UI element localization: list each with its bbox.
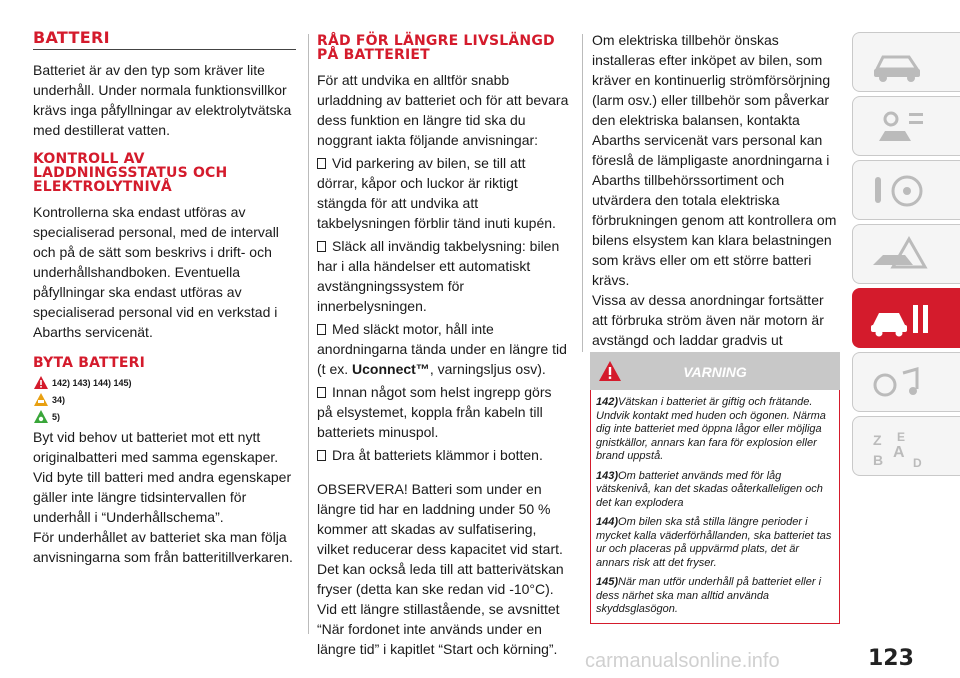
bullet-item: Med släckt motor, håll inte anordningarna tända under en längre tid (t ex. Uconnect™, varningsljus osv). — [317, 321, 567, 377]
warning-title: VARNING — [683, 364, 747, 380]
chapter-tabs — [852, 32, 960, 480]
media-gear-icon — [869, 363, 929, 403]
ref-row-red — [33, 374, 296, 391]
tab-service[interactable] — [852, 288, 960, 348]
page-number: 123 — [868, 646, 914, 671]
byta-text-1: Byt vid behov ut batteriet mot ett nytt originalbatteri med samma egenskaper. Vid byte till batteri med andra egenskaper gäller inte längre tidsintervallen för underhåll i “Underhållschema”. — [33, 429, 292, 525]
svg-text:D: D — [913, 456, 922, 470]
bullet-item: Släck all invändig takbelysning: bilen har i alla händelser ett automatiskt avstängningssystem för innerbelysningen. — [317, 238, 560, 314]
warning-item: 143)Om batteriet används med för låg vätskenivå, kan det skadas oåterkalleligen och det kan explodera — [596, 469, 823, 509]
svg-text:A: A — [893, 444, 905, 461]
bullet-item: Dra åt batteriets klämmor i botten. — [317, 445, 569, 465]
column-1 — [33, 30, 296, 567]
bullet-square-icon — [317, 241, 326, 252]
heading-batteri: BATTERI — [33, 28, 110, 47]
warning-body — [590, 390, 840, 624]
warning-box — [590, 352, 840, 624]
road-hazard-icon — [869, 235, 929, 275]
rad-intro: För att undvika en alltför snabb urladdning av batteriet och för att bevara dess funktion en längre tid ska du noggrant iakta följande anvisningar: — [317, 72, 569, 148]
ref-green-text: 5) — [52, 411, 61, 422]
kontroll-text: Kontrollerna ska endast utföras av specialiserad personal, med de intervall och på de sätt som beskrivs i drift- och underhållshandboken. Eventuella påfyllningar ska endast utföras av specialiserad personal vid en verkstad i Abarths servicenät. — [33, 204, 279, 340]
caution-triangle-icon — [33, 392, 49, 407]
watermark: carmanualsonline.info — [585, 650, 780, 672]
service-wrench-icon — [869, 299, 939, 339]
heading-rad-livslangd: RÅD FÖR LÄNGRE LIVSLÄNGD PÅ BATTERIET — [317, 33, 555, 63]
tillbehor-text: Om elektriska tillbehör önskas installeras efter inköpet av bilen, som kräver en kontinuerlig strömförsörjning (larm osv.) eller tillbehör som påverkar den elektriska balansen, kontakta Abarths servicenät vars personal kan föreslå de lämpligaste anordningarna i Abarths tillbehörssortiment och utvärdera den totala elektriska förbrukningen genom att kontrollera om bilens elsystem kan klara belastningen som krävs eller om ett större batteri krävs. — [592, 32, 837, 288]
observera-text: OBSERVERA! Batteri som under en längre tid har en laddning under 50 % kommer att skadas av sulfatisering, vilket reducerar dess kapacitet vid start. Det kan också leda till att batterivätskan fryser (detta kan ske redan vid -10°C). Vid ett längre stillastående, se avsnittet “När fordonet inte används under en längre tid” i kapitlet “Start och körning”. — [317, 481, 564, 657]
warning-item: 144)Om bilen ska stå stilla längre perioder i mycket kalla väderförhållanden, ska batteriet tas ur och placeras på uppvärmd plats, det är annars risk att det fryser. — [596, 516, 832, 569]
warning-item: 142)Vätskan i batteriet är giftig och frätande. Undvik kontakt med huden och ögonen. Närma dig inte batteriet med öppna lågor eller möjliga gnistkällor, annars kan fara för explosion eller brand uppstå. — [596, 396, 826, 462]
svg-text:Z: Z — [873, 432, 882, 448]
byta-text-2: För underhållet av batteriet ska man följa anvisningarna som från batteritillverkaren. — [33, 529, 293, 565]
alphabetical-index-icon — [869, 427, 939, 471]
warning-lights-icon — [869, 107, 929, 147]
heading-rule — [33, 49, 296, 50]
tab-warning-lights[interactable] — [852, 96, 960, 156]
ref-red-text: 142) 143) 144) 145) — [52, 377, 132, 388]
heading-byta-batteri: BYTA BATTERI — [33, 355, 146, 371]
tab-dashboard[interactable] — [852, 32, 960, 92]
column-divider-1 — [308, 34, 309, 634]
bullet-square-icon — [317, 324, 326, 335]
uconnect-term: Uconnect™ — [352, 361, 430, 377]
danger-triangle-icon — [33, 375, 49, 390]
bullet-square-icon — [317, 387, 326, 398]
tab-index[interactable] — [852, 416, 960, 476]
warning-header — [590, 352, 840, 390]
batteri-intro: Batteriet är av den typ som kräver lite underhåll. Under normala funktionsvillkor krävs inga påfyllningar av elektrolytvätska med destillerat vatten. — [33, 62, 292, 138]
bullet-square-icon — [317, 158, 326, 169]
seat-steering-icon — [869, 171, 929, 211]
svg-text:B: B — [873, 452, 884, 468]
warning-item: 145)När man utför underhåll på batteriet eller i dess närhet ska man alltid använda skyddsglasögon. — [596, 576, 822, 615]
column-divider-2 — [582, 34, 583, 352]
tab-road-hazard[interactable] — [852, 224, 960, 284]
tab-seat-steering[interactable] — [852, 160, 960, 220]
car-dashboard-icon — [869, 43, 929, 83]
environment-triangle-icon — [33, 409, 49, 424]
anordningar-text: Vissa av dessa anordningar fortsätter att förbruka ström även när motorn är avstängd och laddar gradvis ut — [592, 292, 824, 348]
heading-kontroll: KONTROLL AV LADDNINGSSTATUS OCH ELEKTROLYTNIVÅ — [33, 151, 228, 195]
bullet-item: Vid parkering av bilen, se till att dörrar, kåpor och luckor är riktigt stängda för att undvika att takbelysningen förblir tänd inuti kupén. — [317, 155, 556, 231]
ref-row-orange — [33, 391, 296, 408]
tab-media[interactable] — [852, 352, 960, 412]
bullet-item: Innan något som helst ingrepp görs på elsystemet, koppla från kabeln till batteriets minuspol. — [317, 384, 552, 440]
column-2 — [317, 30, 569, 659]
warning-refs — [33, 374, 296, 425]
ref-row-green — [33, 408, 296, 425]
column-3 — [592, 30, 839, 370]
bullet-square-icon — [317, 450, 326, 461]
svg-text:E: E — [897, 430, 906, 444]
ref-orange-text: 34) — [52, 394, 66, 405]
